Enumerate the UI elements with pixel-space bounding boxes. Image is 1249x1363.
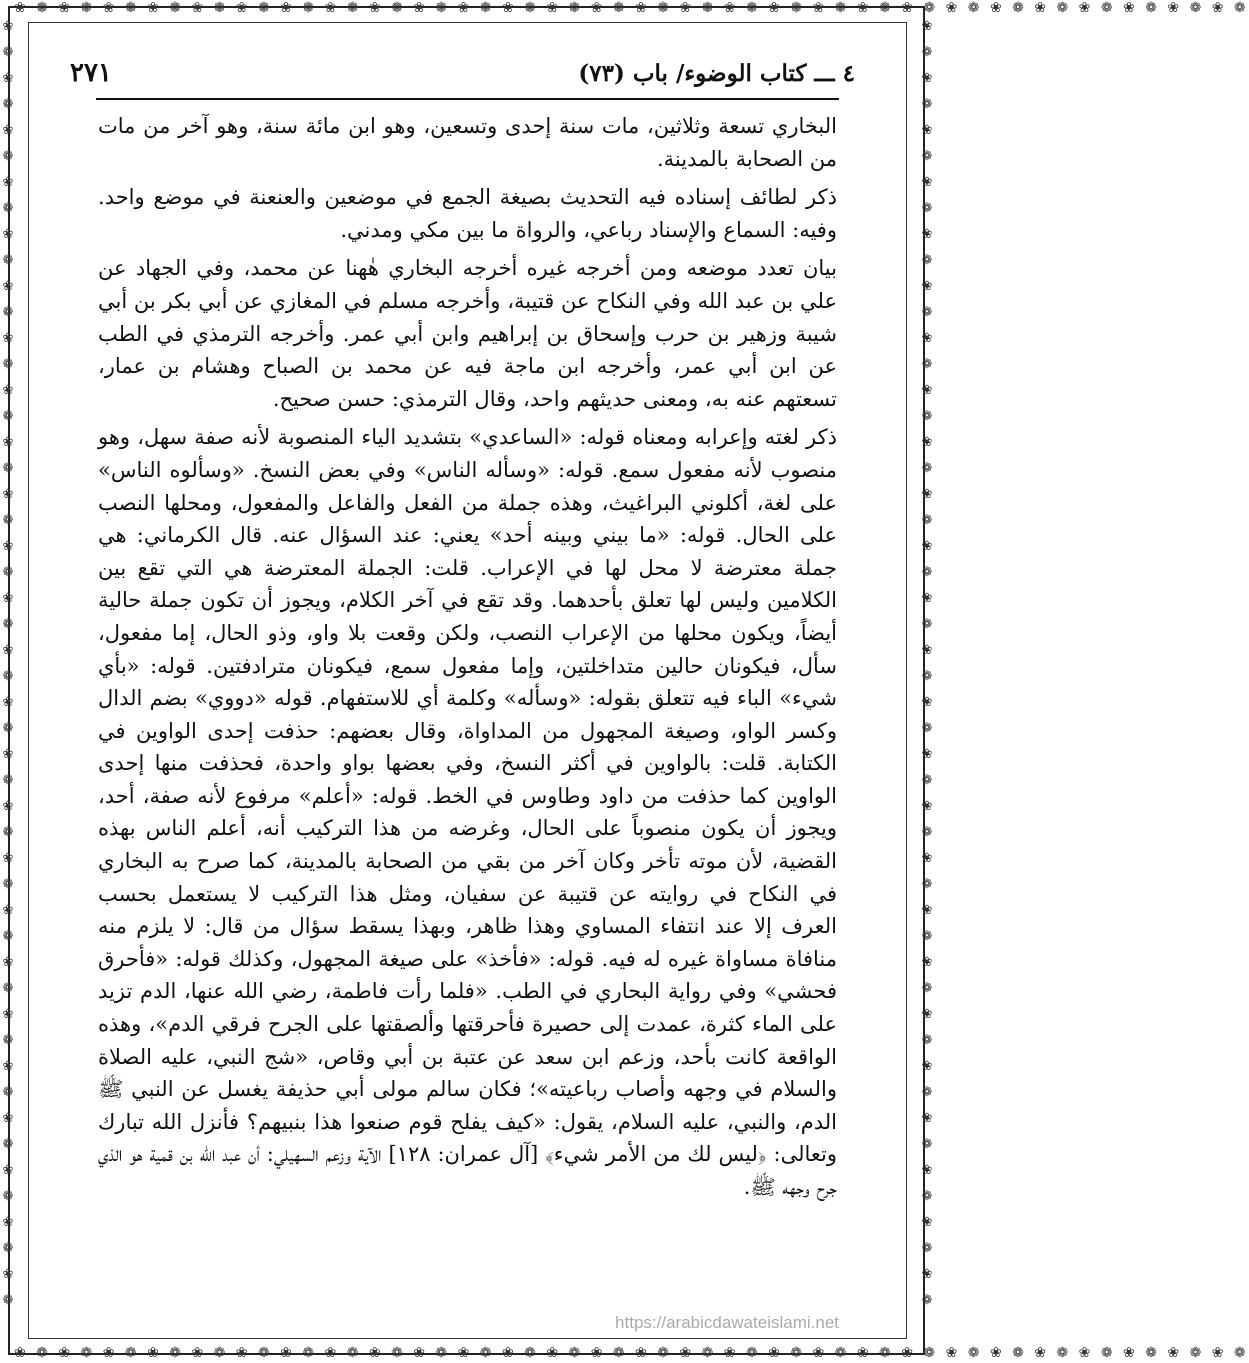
paragraph: ذكر لطائف إسناده فيه التحديث بصيغة الجمع في موضعين والعنعنة في موضع واحد. وفيه: السماع والإسناد رباعي، والرواة ما بين مكي ومدني. <box>98 185 837 242</box>
paragraph: البخاري تسعة وثلاثين، مات سنة إحدى وتسعين، وهو ابن مائة سنة، وهو آخر من مات من الصحابة بالمدينة. <box>98 114 837 171</box>
ornament-border-top: ❀ ❁ ❀ ❁ ❀ ❁ ❀ ❁ ❀ ❁ ❀ ❁ ❀ ❁ ❀ ❁ ❀ ❁ ❀ ❁ ❀ ❁ ❀ ❁ ❀ ❁ ❀ ❁ ❀ ❁ ❀ ❁ ❀ ❁ ❀ ❁ ❀ ❁ ❀ ❁ ❀ ❁ ❀ ❁ ❀ ❁ ❀ ❁ ❀ ❁ ❀ ❁ ❀ ❁ ❀ ❁ <box>14 0 1249 16</box>
paragraph: ذكر لغته وإعرابه ومعناه قوله: «الساعدي» بتشديد الياء المنصوبة لأنه صفة سهل، وهو منصوب لأنه مفعول سمع. قوله: «وسأله الناس» وفي بعض النسخ. «وسألوه الناس» على لغة، أكلوني البراغيث، وهذه جملة من الفعل والفاعل والمفعول، ومحلها النصب على الحال. قوله: «ما بيني وبينه أحد» يعني: عند السؤال عنه. قال الكرماني: هي جملة معترضة لا محل لها في الإعراب. قلت: الجملة المعترضة هي التي تقع بين الكلامين وليس لها تعلق بأحدهما. وقد تقع في آخر الكلام، ويجوز أن تكون جملة حالية أيضاً، ويكون محلها من الإعراب النصب، ولكن وقعت بلا واو، وذو الحال، إما مفعول، سأل، فيكونان حالين متداخلتين، وإما مفعول سمع، فيكونان مترادفتين. قوله: «بأي شيء» الباء فيه تتعلق بقوله: «وسأله» وكلمة أي للاستفهام. قوله «دووي» بضم الدال وكسر الواو، وصيغة المجهول من المداواة، وقال بعضهم: حذفت إحدى الواوين في الكتابة. قلت: بالواوين في أكثر النسخ، وفي بعضها بواو واحدة، فحذفت منها إحدى الواوين كما حذفت من داود وطاوس في الخط. قوله: «أعلم» مرفوع لأنه صفة، أحد، ويجوز أن يكون منصوباً على الحال، وغرضه من هذا التركيب أنه، أعلم الناس بهذه القضية، لأن موته تأخر وكان آخر من بقي من الصحابة بالمدينة، كما صرح به البخاري في النكاح في روايته عن قتيبة عن سفيان، ومثل هذا التركيب لا يستعمل بحسب العرف إلا عند انتفاء المساوي وهذا ظاهر، وبهذا يسقط سؤال من قال: لا يلزم منه منافاة مساواة غيره له فيه. قوله: «فأخذ» على صيغة المجهول، وكذلك قوله: «فأحرق فحشي» وفي رواية البحاري في الطب. «فلما رأت فاطمة، رضي الله عنها، الدم تزيد على الماء كثرة، عمدت إلى حصيرة فأحرقتها وألصقتها على الجرح فرقي الدم»، وهذه الواقعة كانت بأحد، وزعم ابن سعد عن عتبة بن أبي وقاص، «شج النبي، عليه الصلاة والسلام في وجهه وأصاب رباعيته»؛ فكان سالم مولى أبي حذيفة يغسل عن النبي ﷺ الدم، والنبي، عليه السلام، يقول: «كيف يفلح قوم صنعوا هذا بنبيهم؟ فأنزل الله تبارك وتعالى: ﴿ليس لك من الأمر شيء﴾ [آل عمران: ١٢٨] الآية وزعم السهيلي: أن عبد الله بن قمية هو الذي جرح وجهه ﷺ. <box>98 425 837 1199</box>
page-number: ٢٧١ <box>70 58 112 88</box>
header-rule <box>96 98 839 100</box>
paragraph: بيان تعدد موضعه ومن أخرجه غيره أخرجه البخاري هٰهنا عن محمد، وفي الجهاد عن علي بن عبد الله وفي النكاح عن قتيبة، وأخرجه مسلم في المغازي عن أبي بكر بن أبي شيبة وزهير بن حرب وإسحاق بن إبراهيم وابن أبي عمر. وأخرجه الترمذي في الطب عن ابن أبي عمر، وأخرجه ابن ماجة فيه عن محمد بن الصباح وهشام بن عمار، تسعتهم عنه به، ومعنى حديثهم واحد، وقال الترمذي: حسن صحيح. <box>98 256 837 411</box>
ornament-border-right: ❀ ❁ ❀ ❁ ❀ ❁ ❀ ❁ ❀ ❁ ❀ ❁ ❀ ❁ ❀ ❁ ❀ ❁ ❀ ❁ ❀ ❁ ❀ ❁ ❀ ❁ ❀ ❁ ❀ ❁ ❀ ❁ ❀ ❁ ❀ ❁ ❀ ❁ ❀ ❁ ❀ ❁ ❀ ❁ ❀ ❁ ❀ ❁ ❀ ❁ <box>921 19 933 1308</box>
body-text <box>98 110 837 1210</box>
watermark-url: https://arabicdawateislami.net <box>615 1313 839 1332</box>
ornament-border-left: ❀ ❁ ❀ ❁ ❀ ❁ ❀ ❁ ❀ ❁ ❀ ❁ ❀ ❁ ❀ ❁ ❀ ❁ ❀ ❁ ❀ ❁ ❀ ❁ ❀ ❁ ❀ ❁ ❀ ❁ ❀ ❁ ❀ ❁ ❀ ❁ ❀ ❁ ❀ ❁ ❀ ❁ ❀ ❁ ❀ ❁ ❀ ❁ ❀ ❁ <box>2 19 14 1308</box>
ornament-border-bottom: ❀ ❁ ❀ ❁ ❀ ❁ ❀ ❁ ❀ ❁ ❀ ❁ ❀ ❁ ❀ ❁ ❀ ❁ ❀ ❁ ❀ ❁ ❀ ❁ ❀ ❁ ❀ ❁ ❀ ❁ ❀ ❁ ❀ ❁ ❀ ❁ ❀ ❁ ❀ ❁ ❀ ❁ ❀ ❁ ❀ ❁ ❀ ❁ ❀ ❁ ❀ ❁ ❀ ❁ ❀ ❁ <box>14 1345 1249 1361</box>
page-header <box>70 56 855 96</box>
running-title: ٤ ـــ كتاب الوضوء/ باب (٧٣) <box>578 60 855 87</box>
